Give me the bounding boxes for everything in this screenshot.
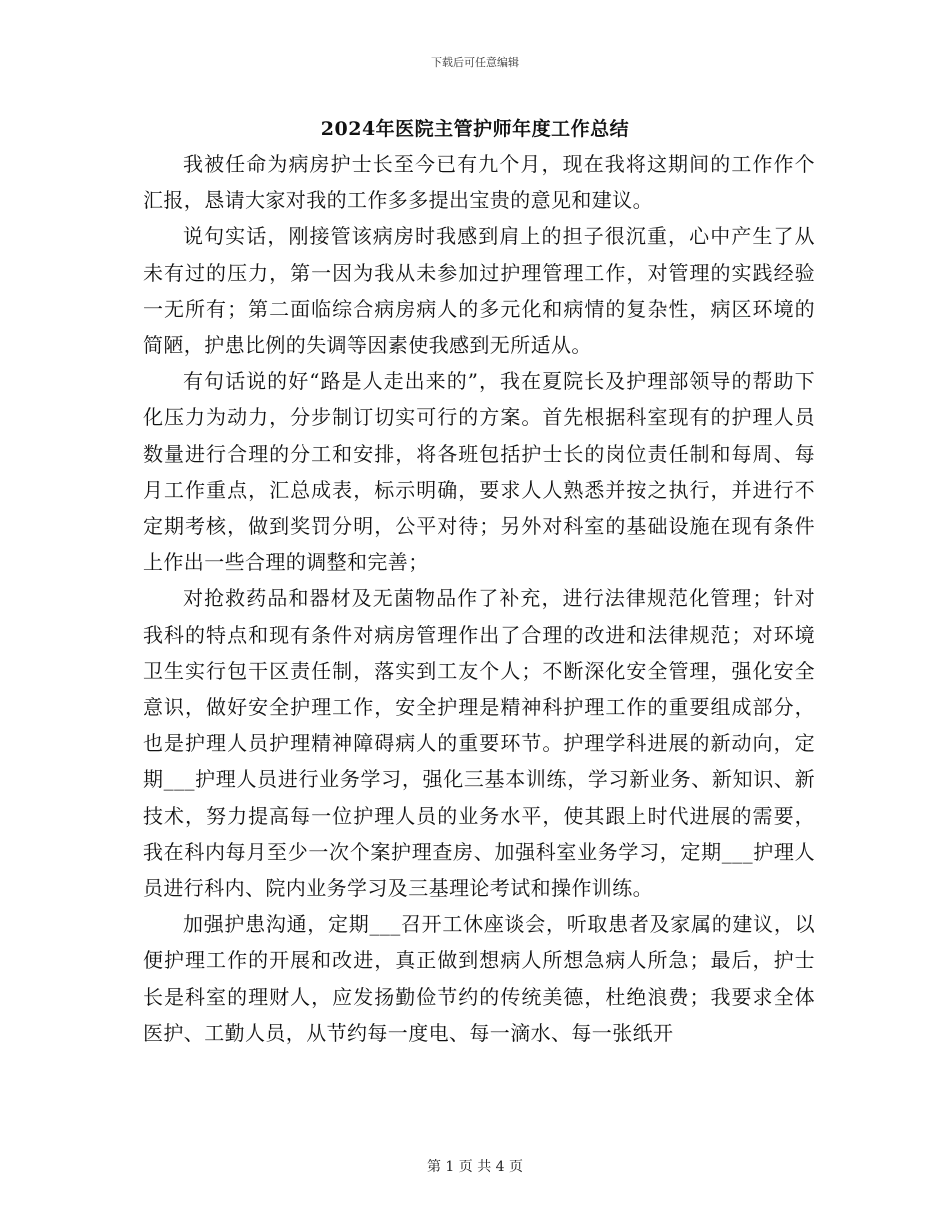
paragraph-2: 说句实话，刚接管该病房时我感到肩上的担子很沉重，心中产生了从未有过的压力，第一因为我从未参加过护理管理工作，对管理的实践经验一无所有；第二面临综合病房病人的多元化和病情的复杂性，病区环境的简陋，护患比例的失调等因素使我感到无所适从。 [143, 224, 815, 358]
document-title: 2024年医院主管护师年度工作总结 [320, 118, 630, 140]
page-number: 第 1 页 共 4 页 [426, 1159, 524, 1175]
paragraph-1: 我被任命为病房护士长至今已有九个月，现在我将这期间的工作作个汇报，恳请大家对我的工作多多提出宝贵的意见和建议。 [143, 152, 815, 213]
header-note: 下载后可任意编辑 [431, 56, 519, 69]
paragraph-3: 有句话说的好“路是人走出来的”，我在夏院长及护理部领导的帮助下化压力为动力，分步制订切实可行的方案。首先根据科室现有的护理人员数量进行合理的分工和安排，将各班包括护士长的岗位责任制和每周、每月工作重点，汇总成表，标示明确，要求人人熟悉并按之执行，并进行不定期考核，做到奖罚分明，公平对待；另外对科室的基础设施在现有条件上作出一些合理的调整和完善； [143, 369, 815, 575]
paragraph-5: 加强护患沟通，定期___召开工休座谈会，听取患者及家属的建议，以便护理工作的开展和改进，真正做到想病人所想急病人所急；最后，护士长是科室的理财人，应发扬勤俭节约的传统美德，杜绝浪费；我要求全体医护、工勤人员，从节约每一度电、每一滴水、每一张纸开 [143, 912, 815, 1045]
document-body [143, 146, 815, 1051]
paragraph-4: 对抢救药品和器材及无菌物品作了补充，进行法律规范化管理；针对我科的特点和现有条件对病房管理作出了合理的改进和法律规范；对环境卫生实行包干区责任制，落实到工友个人；不断深化安全管理，强化安全意识，做好安全护理工作，安全护理是精神科护理工作的重要组成部分，也是护理人员护理精神障碍病人的重要环节。护理学科进展的新动向，定期___护理人员进行业务学习，强化三基本训练，学习新业务、新知识、新技术，努力提高每一位护理人员的业务水平，使其跟上时代进展的需要，我在科内每月至少一次个案护理查房、加强科室业务学习，定期___护理人员进行科内、院内业务学习及三基理论考试和操作训练。 [143, 586, 815, 901]
